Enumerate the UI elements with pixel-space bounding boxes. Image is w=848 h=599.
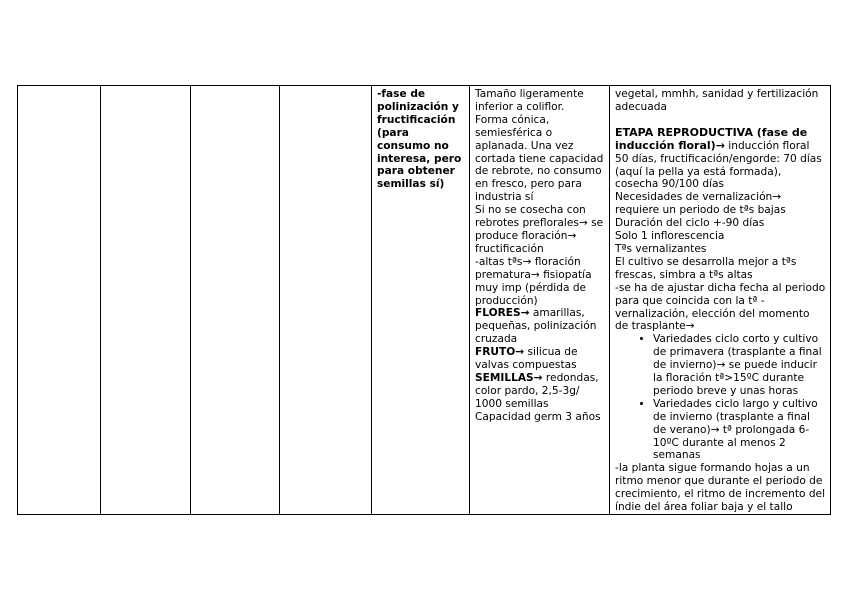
notes-line: Duración del ciclo +-90 días	[615, 217, 765, 230]
empty-cell-3	[191, 86, 280, 515]
phase-cell	[372, 86, 470, 515]
stage-title: ETAPA REPRODUCTIVA (fase de inducción floral)→	[615, 125, 808, 152]
crop-table	[17, 85, 831, 515]
description-line: Si no se cosecha con rebrotes preflorales→ se produce floración→ fructificación	[475, 204, 604, 255]
fruto-line	[475, 346, 605, 372]
fruto-text: silicua de valvas compuestas	[475, 346, 578, 372]
notes-line: Tªs vernalizantes	[615, 242, 707, 255]
description-line: Tamaño ligeramente inferior a coliflor.	[475, 88, 584, 113]
notes-line: Solo 1 inflorescencia	[615, 230, 725, 243]
stage-text: inducción floral 50 días, fructificación/engorde: 70 días (aquí la pella ya está formada), cosecha 90/100 días	[615, 139, 822, 191]
notes-intro: vegetal, mmhh, sanidad y fertilización adecuada	[615, 88, 819, 113]
empty-cell-4	[280, 86, 372, 515]
notes-closing: -la planta sigue formando hojas a un ritmo menor que durante el periodo de crecimiento, el ritmo de incremento del índie del área foliar baja y el tallo	[615, 462, 826, 514]
semillas-text: redondas, color pardo, 2,5-3g/ 1000 semillas	[475, 371, 599, 410]
flores-text: amarillas, pequeñas, polinización cruzada	[475, 307, 597, 346]
fruto-label: FRUTO→	[475, 346, 525, 359]
description-line: -altas tªs→ floración prematura→ fisiopatía muy imp (pérdida de producción)	[475, 255, 592, 307]
table-row	[18, 86, 831, 515]
empty-cell-2	[101, 86, 191, 515]
variety-list	[615, 333, 826, 462]
list-item: • Variedades ciclo corto y cultivo de primavera (trasplante a final de invierno)→ se puede inducir la floración tª>15ºC durante periodo breve y unas horas	[653, 333, 826, 398]
phase-text: -fase de polinización y fructificación (para consumo no interesa, pero para obtener semillas sí)	[377, 88, 462, 191]
notes-line: El cultivo se desarrolla mejor a tªs frescas, simbra a tªs altas	[615, 255, 797, 281]
list-item: • Variedades ciclo largo y cultivo de invierno (trasplante a final de verano)→ tª prolongada 6-10ºC durante al menos 2 semanas	[653, 398, 826, 463]
stage-line	[615, 127, 826, 192]
semillas-label: SEMILLAS→	[475, 371, 543, 384]
semillas-line	[475, 372, 605, 411]
description-cell	[470, 86, 610, 515]
notes-line: -se ha de ajustar dicha fecha al periodo para que coincida con la tª -vernalización, elección del momento de trasplante→	[615, 281, 826, 333]
description-line: Forma cónica, semiesférica o aplanada. Una vez cortada tiene capacidad de rebrote, no consumo en fresco, pero para industria sí	[475, 113, 604, 204]
notes-line: Necesidades de vernalización→ requiere un periodo de tªs bajas	[615, 191, 786, 217]
notes-cell	[610, 86, 831, 515]
flores-label: FLORES→	[475, 307, 530, 320]
flores-line	[475, 307, 605, 346]
germination-line: Capacidad germ 3 años	[475, 410, 601, 423]
empty-cell-1	[18, 86, 101, 515]
